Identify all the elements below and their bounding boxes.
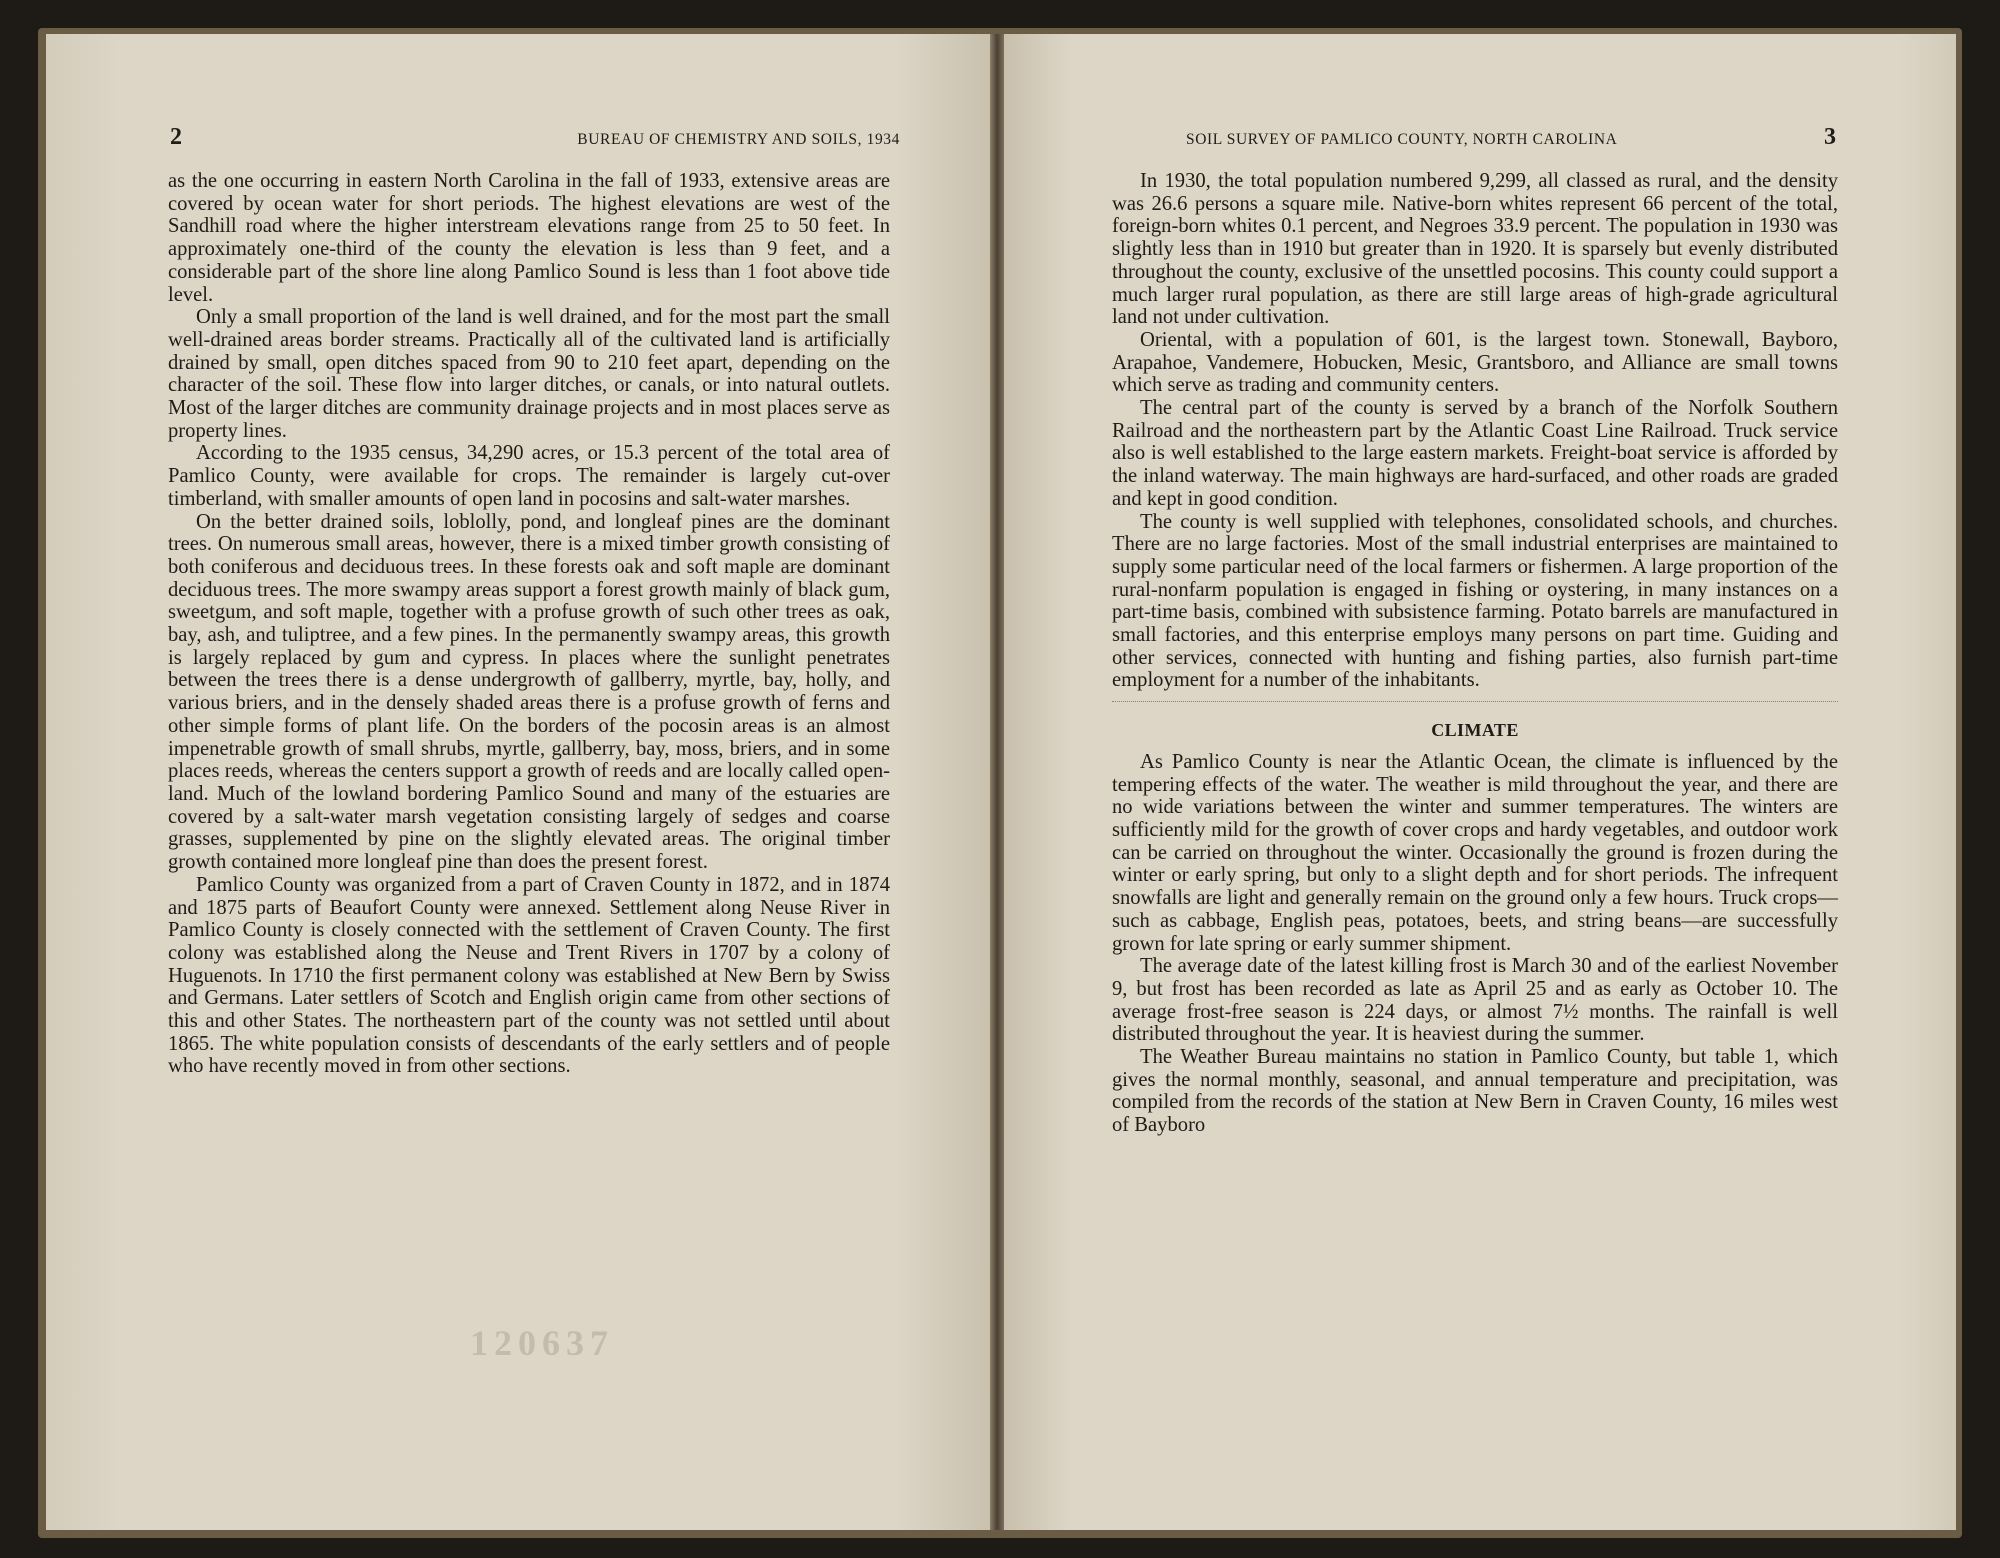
left-page-body [168,170,890,1078]
paragraph: as the one occurring in eastern North Carolina in the fall of 1933, extensive areas are covered by ocean water for short periods. The highest elevations are west of the Sandhill road where the higher interstream elevations range from 25 to 50 feet. In approximately one-third of the county the elevation is less than 9 feet, and a considerable part of the shore line along Pamlico Sound is less than 1 foot above tide level. [168,170,890,306]
paragraph: The average date of the latest killing frost is March 30 and of the earliest November 9, but frost has been recorded as late as April 25 and as early as October 10. The average frost-free season is 224 days, or almost 7½ months. The rainfall is well distributed throughout the year. It is heaviest during the summer. [1112,955,1838,1046]
left-page-number: 2 [170,124,182,150]
section-heading-climate: CLIMATE [1431,720,1519,741]
left-running-head: BUREAU OF CHEMISTRY AND SOILS, 1934 [577,131,900,148]
paragraph: The Weather Bureau maintains no station in Pamlico County, but table 1, which gives the normal monthly, seasonal, and annual temperature and precipitation, was compiled from the records of the station at New Bern in Craven County, 16 miles west of Bayboro [1112,1046,1838,1137]
paragraph: In 1930, the total population numbered 9,299, all classed as rural, and the density was 26.6 persons a square mile. Native-born whites represent 66 percent of the total, foreign-born whites 0.1 percent, and Negroes 33.9 percent. The population in 1930 was slightly less than in 1910 but greater than in 1920. It is sparsely but evenly distributed throughout the county, exclusive of the unsettled pocosins. This county could support a much larger rural population, as there are still large areas of high-grade agricultural land not under cultivation. [1112,170,1838,329]
right-page-body [1112,170,1838,1137]
paragraph: Oriental, with a population of 601, is the largest town. Stonewall, Bayboro, Arapahoe, Vandemere, Hobucken, Mesic, Grantsboro, and Alliance are small towns which serve as trading and community centers. [1112,328,1838,397]
book-spine [990,34,1004,1530]
paragraph: The county is well supplied with telephones, consolidated schools, and churches. There are no large factories. Most of the small industrial enterprises are maintained to supply some particular need of the local farmers or fishermen. A large proportion of the rural-nonfarm population is engaged in fishing or oystering, in many instances on a part-time basis, combined with subsistence farming. Potato barrels are manufactured in small factories, and this enterprise employs many persons on part time. Guiding and other services, connected with hunting and fishing parties, also furnish part-time employment for a number of the inhabitants. [1112,510,1838,692]
right-running-head: SOIL SURVEY OF PAMLICO COUNTY, NORTH CAROLINA [1186,131,1618,148]
paragraph: On the better drained soils, loblolly, pond, and longleaf pines are the dominant trees. On numerous small areas, however, there is a mixed timber growth consisting of both coniferous and deciduous trees. In these forests oak and soft maple are dominant deciduous trees. The more swampy areas support a forest growth mainly of black gum, sweetgum, and soft maple, together with a profuse growth of such other trees as oak, bay, ash, and tuliptree, and a few pines. In the permanently swampy areas, this growth is largely replaced by gum and cypress. In places where the sunlight penetrates between the trees there is a dense undergrowth of gallberry, myrtle, bay, holly, and various briers, and in the densely shaded areas there is a profuse growth of ferns and other simple forms of plant life. On the borders of the pocosin areas is an almost impenetrable growth of small shrubs, myrtle, gallberry, bay, moss, briers, and in some places reeds, whereas the centers support a growth of reeds and are locally called open-land. Much of the lowland bordering Pamlico Sound and many of the estuaries are covered by a salt-water marsh vegetation consisting largely of sedges and coarse grasses, supplemented by pine on the slightly elevated areas. The original timber growth contained more longleaf pine than does the present forest. [168,510,890,874]
paragraph: The central part of the county is served by a branch of the Norfolk Southern Railroad and the northeastern part by the Atlantic Coast Line Railroad. Truck service also is well established to the large eastern markets. Freight-boat service is afforded by the inland waterway. The main highways are hard-surfaced, and other roads are graded and kept in good condition. [1112,397,1838,510]
section-divider [1112,701,1838,702]
paragraph: Only a small proportion of the land is well drained, and for the most part the small well-drained areas border streams. Practically all of the cultivated land is artificially drained by small, open ditches spaced from 90 to 210 feet apart, depending on the character of the soil. These flow into larger ditches, or canals, or into natural outlets. Most of the larger ditches are community drainage projects and in most places serve as property lines. [168,306,890,442]
library-stamp: 120637 [470,1323,614,1363]
paragraph: According to the 1935 census, 34,290 acres, or 15.3 percent of the total area of Pamlico County, were available for crops. The remainder is largely cut-over timberland, with smaller amounts of open land in pocosins and salt-water marshes. [168,442,890,510]
left-page-header [170,124,900,154]
paragraph: As Pamlico County is near the Atlantic Ocean, the climate is influenced by the tempering effects of the water. The weather is mild throughout the year, and there are no wide variations between the winter and summer temperatures. The winters are sufficiently mild for the growth of cover crops and hardy vegetables, and outdoor work can be carried on throughout the winter. Occasionally the ground is frozen during the winter or early spring, but only to a slight depth and for short periods. The infrequent snowfalls are light and generally remain on the ground only a few hours. Truck crops—such as cabbage, English peas, potatoes, beets, and string beans—are successfully grown for late spring or early summer shipment. [1112,750,1838,955]
right-page-header [1186,124,1836,154]
paragraph: Pamlico County was organized from a part of Craven County in 1872, and in 1874 and 1875 parts of Beaufort County were annexed. Settlement along Neuse River in Pamlico County is closely connected with the settlement of Craven County. The first colony was established along the Neuse and Trent Rivers in 1707 by a colony of Huguenots. In 1710 the first permanent colony was established at New Bern by Swiss and Germans. Later settlers of Scotch and English origin came from other sections of this and other States. The northeastern part of the county was not settled until about 1865. The white population consists of descendants of the early settlers and of people who have recently moved in from other sections. [168,873,890,1078]
right-page-number: 3 [1824,124,1836,150]
